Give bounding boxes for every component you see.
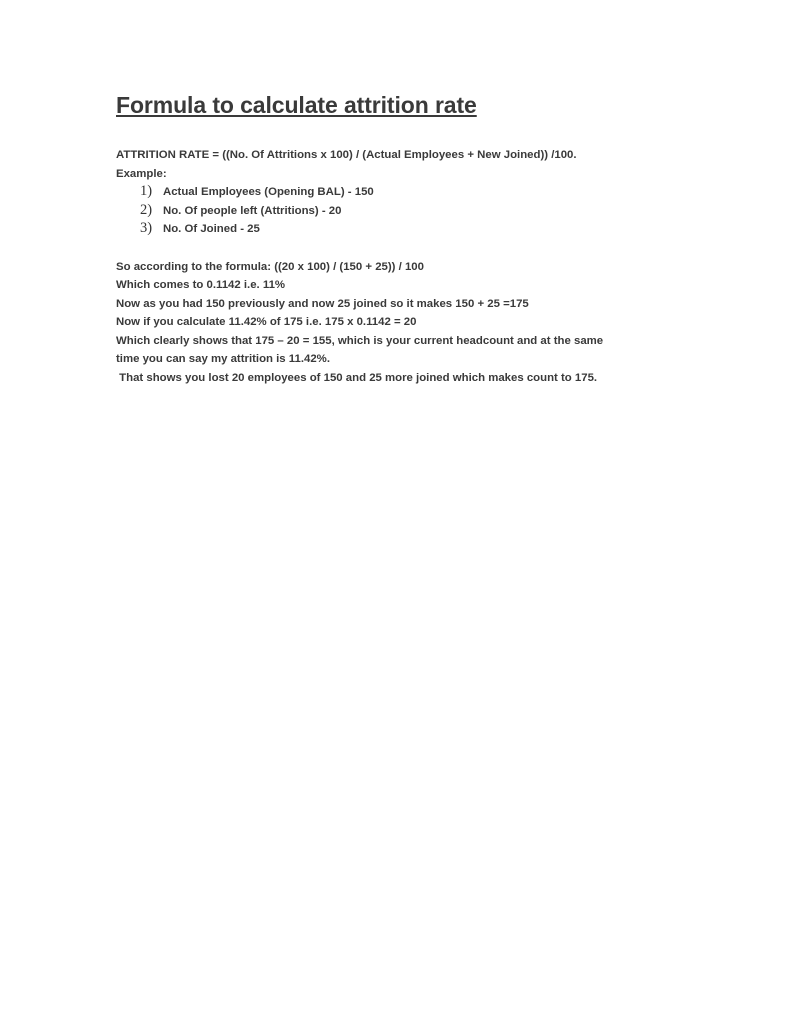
calculation-line: Which clearly shows that 175 – 20 = 155, which is your current headcount and at the same: [116, 334, 604, 347]
blank-line: [116, 239, 736, 258]
calculation-line: time you can say my attrition is 11.42%.: [116, 353, 330, 365]
list-item-text: No. Of Joined - 25: [163, 223, 260, 235]
calculation-line: Now if you calculate 11.42% of 175 i.e. 175 x 0.1142 = 20: [116, 316, 417, 328]
list-item-text: Actual Employees (Opening BAL) - 150: [163, 186, 374, 198]
list-item: [116, 220, 736, 239]
list-item: [116, 202, 736, 221]
list-item-text: No. Of people left (Attritions) - 20: [163, 204, 342, 217]
formula-line: ATTRITION RATE = ((No. Of Attritions x 100) / (Actual Employees + New Joined)) /100.: [116, 149, 577, 161]
example-list: [116, 183, 736, 239]
calculation-line: Now as you had 150 previously and now 25 joined so it makes 150 + 25 =175: [116, 297, 529, 310]
list-number: 2): [140, 201, 153, 218]
document-page: [116, 90, 736, 387]
page-title: Formula to calculate attrition rate: [116, 92, 477, 118]
calculation-line: So according to the formula: ((20 x 100) / (150 + 25)) / 100: [116, 260, 424, 273]
calculation-line: That shows you lost 20 employees of 150 and 25 more joined which makes count to 175.: [116, 371, 598, 384]
list-item: [116, 183, 736, 202]
list-number: 3): [140, 220, 153, 236]
calculation-line: Which comes to 0.1142 i.e. 11%: [116, 279, 286, 291]
list-number: 1): [140, 183, 153, 199]
example-label: Example:: [116, 167, 167, 180]
